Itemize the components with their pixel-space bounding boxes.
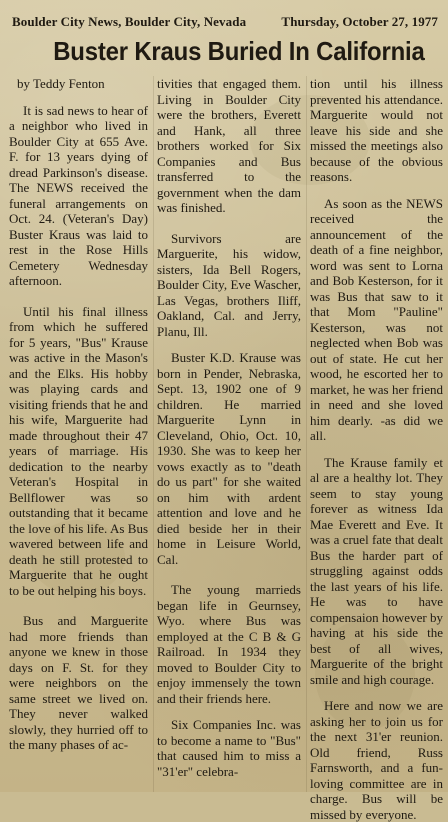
article-headline: Buster Kraus Buried In California bbox=[53, 36, 425, 66]
paragraph: tivities that engaged them. Living in Boulder City were the brothers, Everett and Hank, all three brothers worked for Six Companies and Bus transferred to the government when the dam was finished. bbox=[157, 76, 301, 215]
spacer bbox=[9, 289, 148, 304]
paragraph: Survivors are Marguerite, his widow, sisters, Ida Bell Rogers, Boulder City, Eve Wascher, Las Vegas, brothers Iliff, Oakland, Cal. and Jerry, Planu, Ill. bbox=[157, 230, 301, 339]
paragraph: The Krause family et al are a healthy lot. They seem to stay young forever as witness Ida Mae Everett and Eve. It was a cruel fate that dealt Bus the harder part of struggling against odds the last years of his life. He was to have compensaion however by having at his side the best of all wives, Marguerite of the bright smile and high courage. bbox=[310, 454, 443, 687]
article-column-2 bbox=[157, 76, 301, 792]
spacer bbox=[157, 567, 301, 582]
article-column-1 bbox=[9, 76, 148, 792]
paragraph: Six Companies Inc. was to become a name to "Bus" that caused him to miss a "31'er" celebra- bbox=[157, 717, 301, 779]
column-rule bbox=[153, 76, 154, 792]
spacer bbox=[310, 185, 443, 196]
byline: by Teddy Fenton bbox=[17, 76, 105, 91]
article-columns bbox=[9, 76, 443, 822]
paragraph: Until his final illness from which he suffered for 5 years, "Bus" Krause was active in the Mason's and the Elks. His hobby was playing cards and visiting friends that he and his wife, Marguerite had made throughout their 47 years of marriage. His dedication to the nearby Veteran's Hospital in Bellflower was so outstanding that it became the love of his life. As Bus wavered between life and death he still protested to Marguerite that he ought to be out helping his boys. bbox=[9, 303, 148, 598]
spacer bbox=[310, 687, 443, 698]
paragraph: Buster K.D. Krause was born in Pender, Nebraska, Sept. 13, 1902 one of 9 children. He married Marguerite Lynn in Cleveland, Ohio, Oct. 10, 1930. She was to keep her vows exactly as to "death do us part" for she waited on him with ardent attention and love and he died beside her in their home in Leisure World, Cal. bbox=[157, 350, 301, 567]
spacer bbox=[9, 598, 148, 613]
spacer bbox=[157, 339, 301, 350]
column-rule bbox=[306, 76, 307, 792]
publication-date: Thursday, October 27, 1977 bbox=[281, 14, 438, 29]
paragraph: Bus and Marguerite had more friends than anyone we knew in those days on F. St. for they were neighbors on the same street we lived on. They never walked slowly, they hurried off to the many phases of ac- bbox=[9, 613, 148, 752]
paragraph: tion until his illness prevented his attendance. Marguerite would not leave his side and she missed the meetings also because of the obvious reasons. bbox=[310, 76, 443, 184]
paragraph: The young marrieds began life in Geurnsey, Wyo. where Bus was employed at the C B & G Railroad. In 1934 they moved to Boulder City to enjoy immensely the town and their friends here. bbox=[157, 582, 301, 706]
paragraph: As soon as the NEWS received the announcement of the death of a fine neighbor, word was sent to Lorna and Bob Kesterson, for it was Bus that saw to it that Mom "Pauline" Kesterson, was not neglected when Bob was out of state. He cut her wood, he escorted her to market, he was her friend in need and she loved him dearly. -as did we all. bbox=[310, 195, 443, 443]
paragraph: It is sad news to hear of a neighbor who lived in Boulder City at 655 Ave. F. for 13 years dying of dread Parkinson's disease. The NEWS received the funeral arrangements on Oct. 24. (Veteran's Day) Buster Kraus was laid to rest in the Rose Hills Cemetery Wednesday afternoon. bbox=[9, 102, 148, 288]
dateline bbox=[12, 13, 438, 31]
spacer bbox=[310, 444, 443, 455]
paragraph: Here and now we are asking her to join us for the next 31'er reunion. Old friend, Russ Farnsworth, and a fun-loving committee are in charge. Bus will be missed by everyone. bbox=[310, 698, 443, 822]
publication-name: Boulder City News, Boulder City, Nevada bbox=[12, 14, 247, 29]
spacer bbox=[157, 216, 301, 231]
article-column-3 bbox=[310, 76, 443, 822]
spacer bbox=[157, 706, 301, 717]
